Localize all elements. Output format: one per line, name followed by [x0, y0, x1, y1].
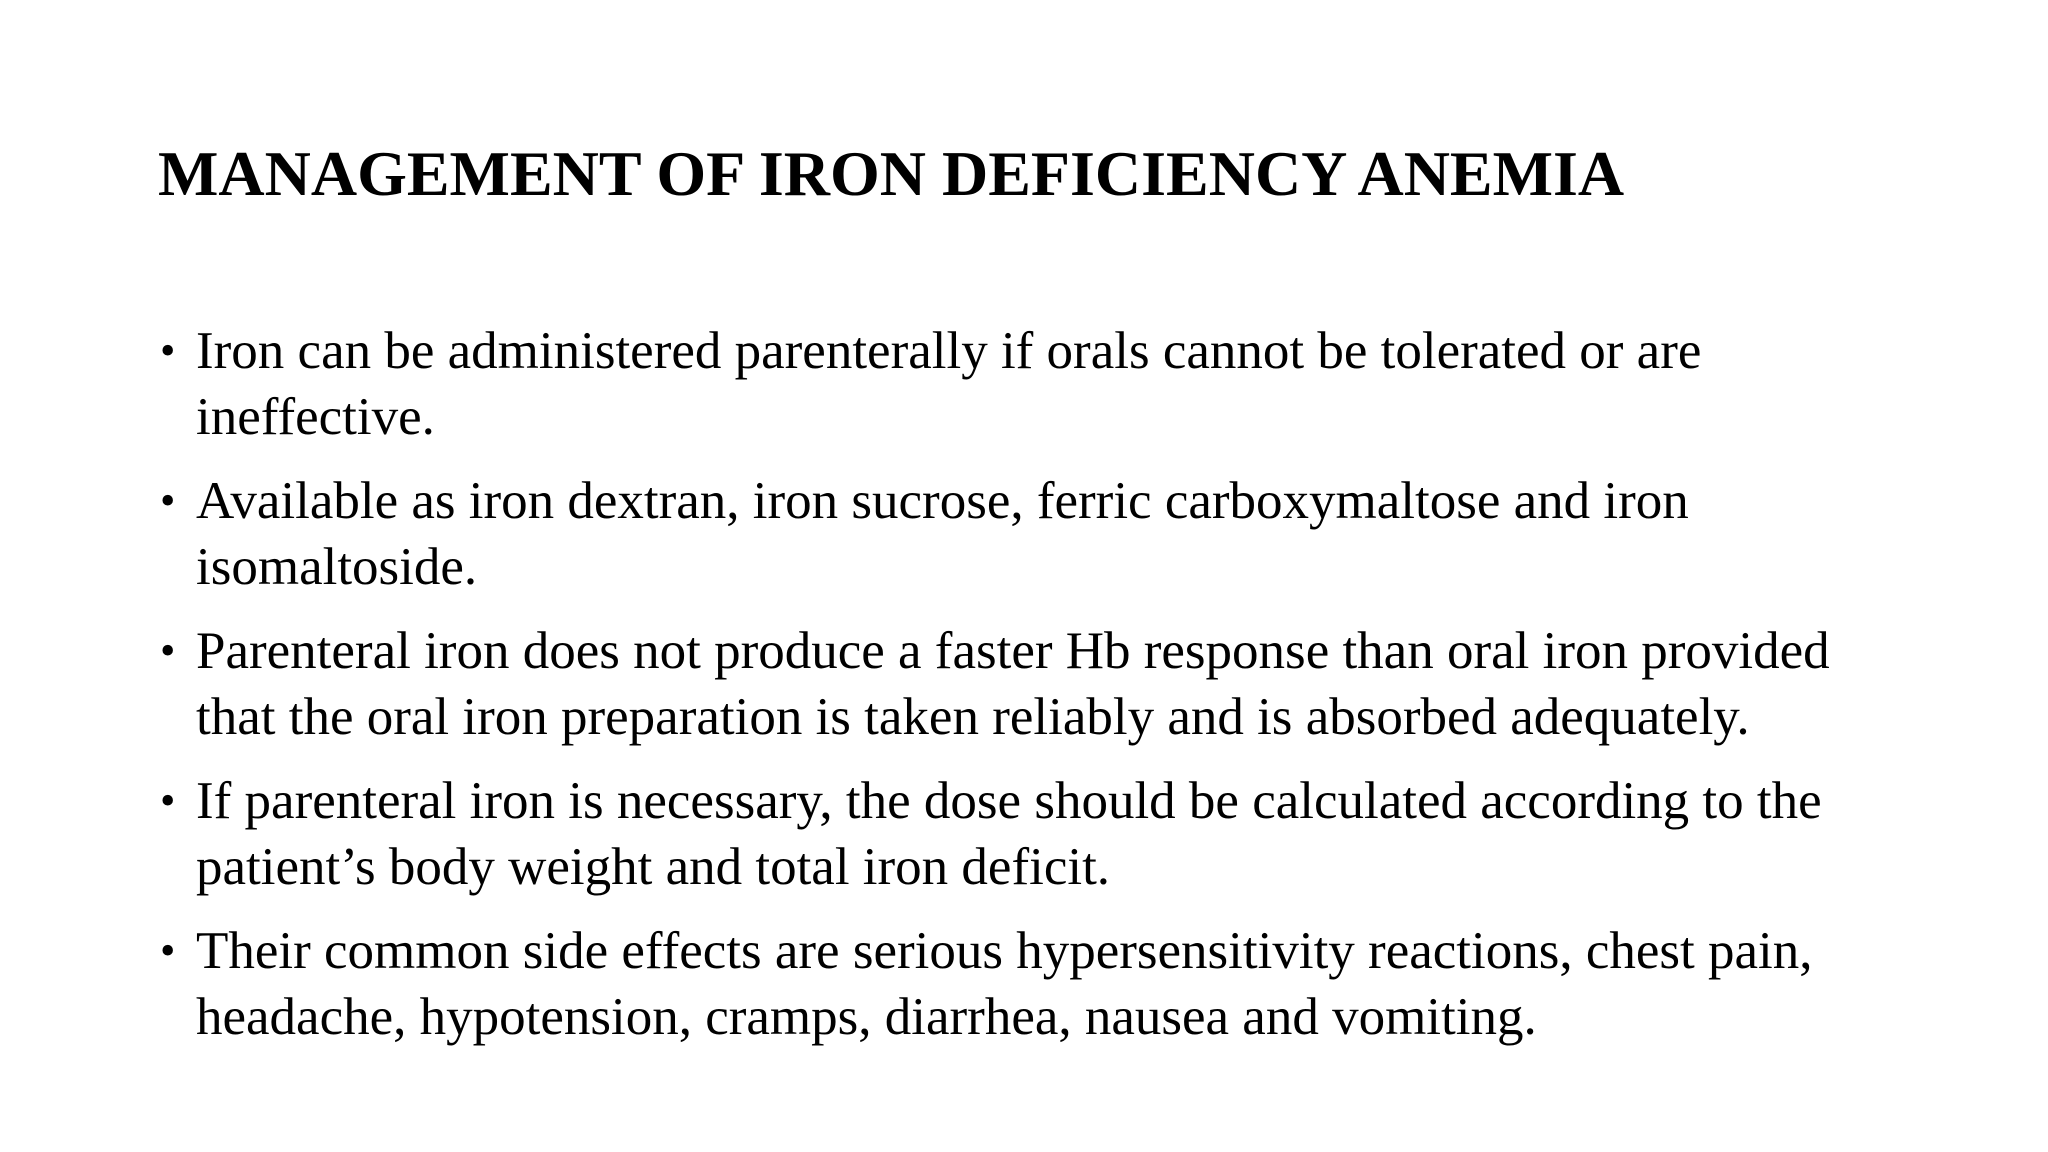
bullet-list: [158, 318, 1918, 1068]
bullet-text: Available as iron dextran, iron sucrose, ferric carboxymaltose and iron isomaltoside.: [196, 472, 1689, 596]
bullet-icon: •: [160, 926, 176, 975]
bullet-text: Their common side effects are serious hypersensitivity reactions, chest pain, headache, hypotension, cramps, diarrhea, nausea and vomiting.: [196, 922, 1813, 1046]
bullet-text: If parenteral iron is necessary, the dose should be calculated according to the patient’s body weight and total iron deficit.: [196, 772, 1822, 896]
bullet-icon: •: [160, 326, 176, 375]
bullet-item: [158, 318, 1918, 450]
bullet-text: Iron can be administered parenterally if orals cannot be tolerated or are ineffective.: [196, 322, 1702, 446]
bullet-text: Parenteral iron does not produce a faster Hb response than oral iron provided that the oral iron preparation is taken reliably and is absorbed adequately.: [196, 622, 1830, 746]
bullet-item: [158, 768, 1918, 900]
bullet-icon: •: [160, 626, 176, 675]
bullet-icon: •: [160, 776, 176, 825]
slide-title: MANAGEMENT OF IRON DEFICIENCY ANEMIA: [158, 138, 1625, 209]
bullet-item: [158, 468, 1918, 600]
bullet-item: [158, 918, 1918, 1050]
bullet-icon: •: [160, 476, 176, 525]
bullet-item: [158, 618, 1918, 750]
